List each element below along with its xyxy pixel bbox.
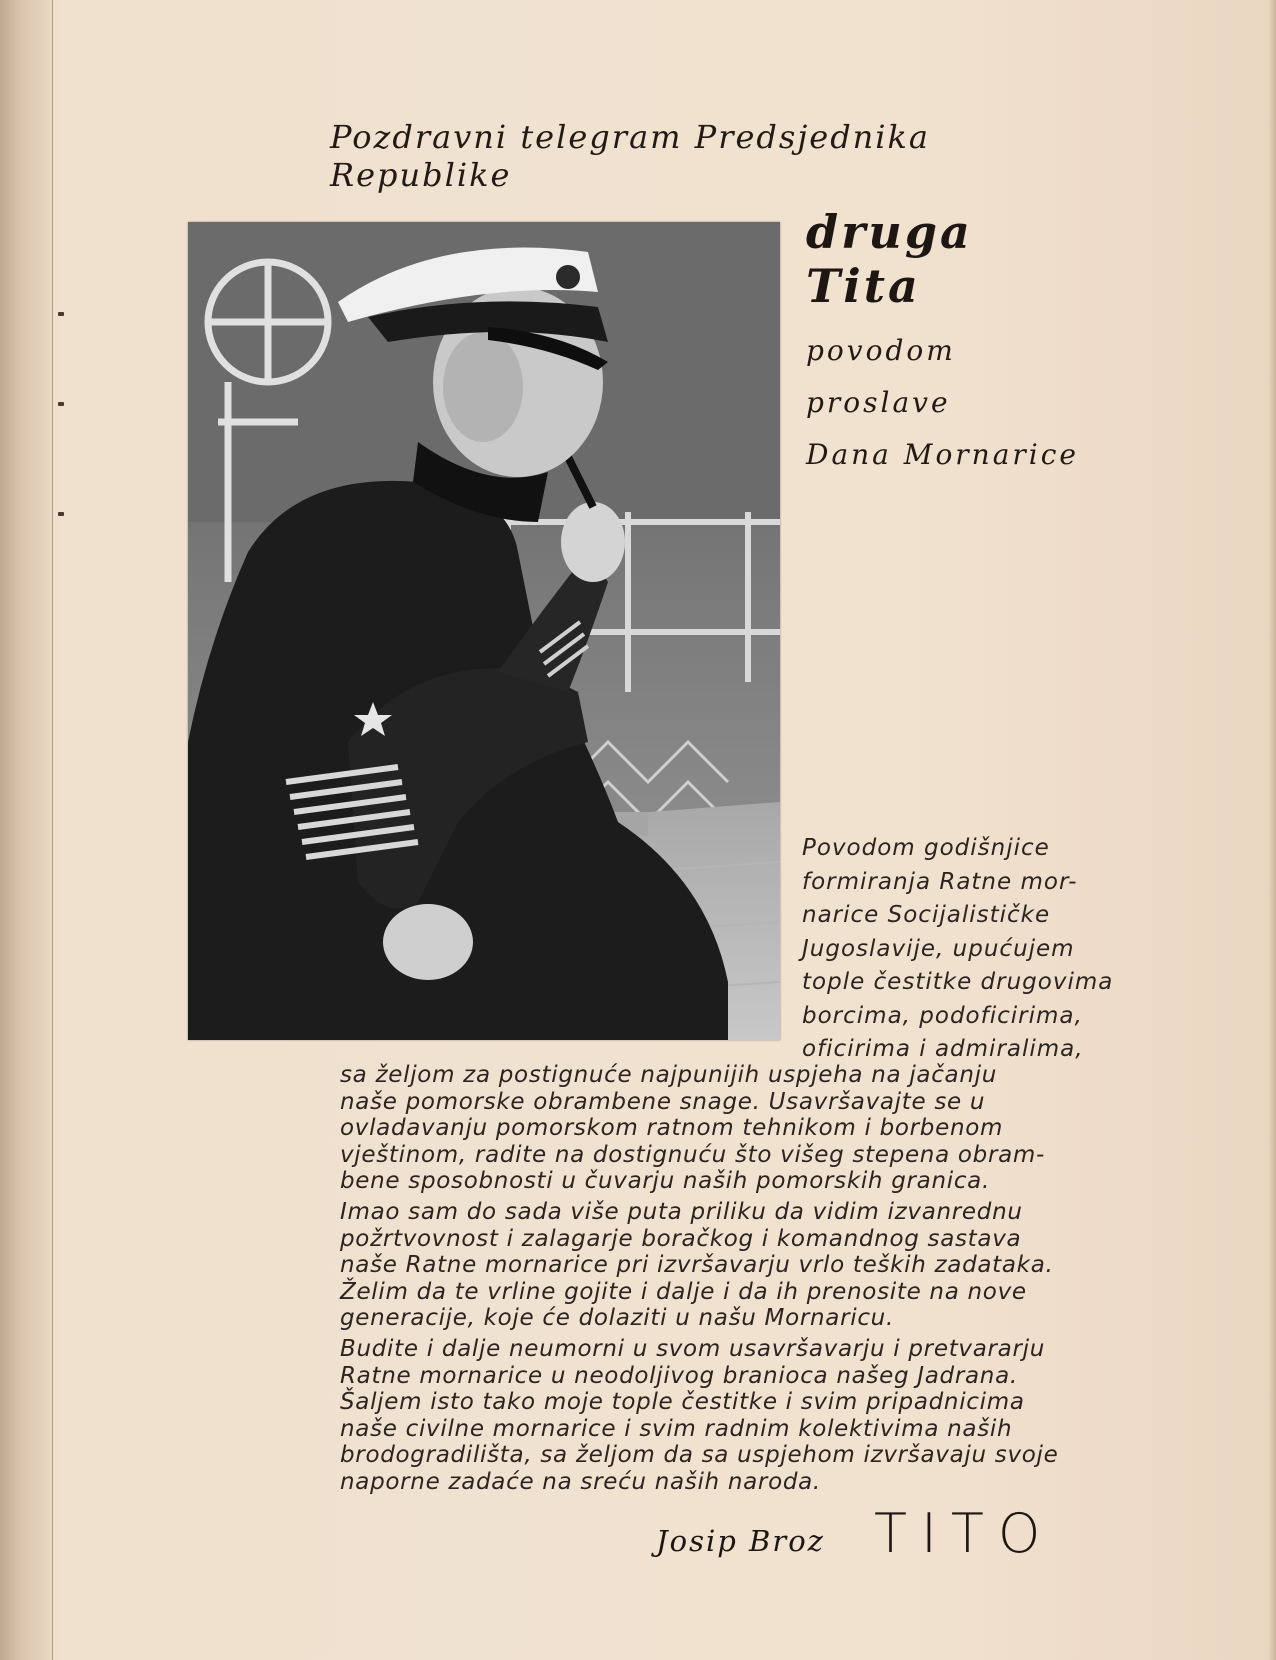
text-line: naše civilne mornarice i svim radnim kolektivima naših: [340, 1415, 1013, 1442]
staple-mark: [58, 402, 64, 406]
text-line: bene sposobnosti u čuvarju naših pomorskih granica.: [340, 1168, 990, 1194]
text-line: Šaljem isto tako moje tople čestitke i svim pripadnicima: [340, 1389, 1025, 1415]
text-line: Imao sam do sada više puta priliku da vidim izvanrednu: [340, 1199, 1023, 1225]
staple-mark: [58, 512, 64, 516]
text-line: narice Socijalističke: [802, 902, 1051, 928]
text-line: Jugoslavije, upućujem: [802, 935, 1075, 962]
signature-given-names: Josip Broz: [656, 1524, 825, 1558]
telegram-heading: Pozdravni telegram Predsjednika Republike: [330, 118, 930, 194]
portrait-illustration: [188, 222, 780, 1040]
text-line: vještinom, radite na dostignuću što višeg stepena obram-: [340, 1141, 1046, 1168]
portrait-photo: [188, 222, 780, 1040]
page-edge: [1268, 0, 1276, 1660]
telegram-paragraph-continued: [340, 1062, 1100, 1195]
telegram-paragraph-3: [340, 1336, 1100, 1495]
text-line: Budite i dalje neumorni u svom usavršavarju i pretvararju: [340, 1336, 1045, 1362]
text-line: sa željom za postignuće najpunijih uspjeha na jačanju: [340, 1062, 997, 1088]
text-line: borcima, podoficirima,: [802, 1002, 1083, 1029]
text-line: Želim da te vrline gojite i dalje i da ih prenosite na nove: [340, 1278, 1027, 1305]
signature-surname: TITO: [874, 1502, 1055, 1565]
text-line: Povodom godišnjice: [802, 835, 1050, 861]
text-line: naše Ratne mornarice pri izvršavarju vrlo teških zadataka.: [340, 1252, 1054, 1278]
text-line: ovladavanju pomorskom ratnom tehnikom i borbenom: [340, 1115, 1004, 1141]
text-line: naše pomorske obrambene snage. Usavršavajte se u: [340, 1088, 986, 1115]
text-line: naporne zadaće na sreću naših naroda.: [340, 1468, 821, 1495]
text-line: brodogradilišta, sa željom da sa uspjehom izvršavaju svoje: [340, 1442, 1059, 1468]
binding-spine: [0, 0, 53, 1660]
text-line: generacije, koje će dolaziti u našu Mornaricu.: [340, 1305, 894, 1331]
text-line: formiranja Ratne mor-: [802, 868, 1078, 895]
text-line: oficirima i admiralima,: [802, 1036, 1084, 1062]
signature: [656, 1502, 1076, 1572]
text-line: Ratne mornarice u neodoljivog branioca našeg Jadrana.: [340, 1362, 1018, 1389]
text-line: tople čestitke drugovima: [802, 969, 1114, 995]
dedicatee-title: druga Tita: [806, 205, 973, 313]
staple-mark: [58, 312, 64, 316]
occasion-subtitle: [806, 325, 1106, 481]
telegram-paragraph-start: [802, 832, 1114, 1067]
text-line: požrtvovnost i zalagarje boračkog i komandnog sastava: [340, 1225, 1022, 1252]
occasion-line: povodom proslave: [806, 334, 956, 419]
occasion-line: Dana Mornarice: [806, 438, 1079, 471]
telegram-paragraph-2: [340, 1199, 1100, 1332]
